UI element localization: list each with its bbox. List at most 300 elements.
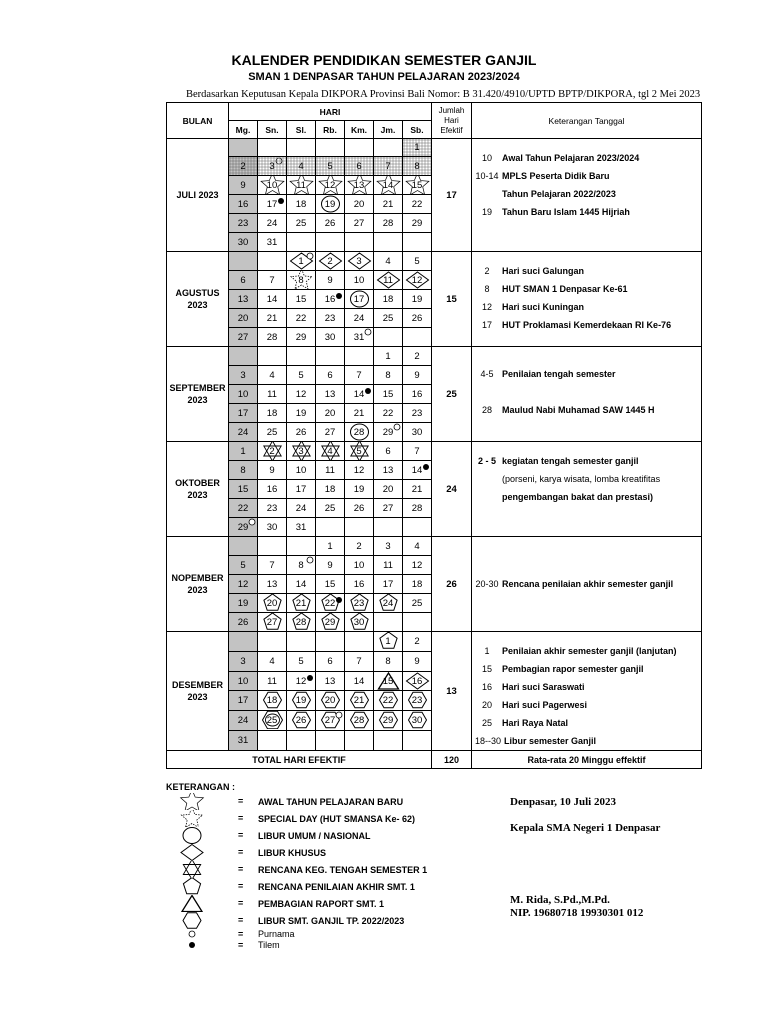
day-cell	[258, 347, 287, 366]
day-number: 2	[327, 255, 333, 267]
day-cell	[345, 651, 374, 671]
decree-basis: Berdasarkan Keputusan Kepala DIKPORA Provinsi Bali Nomor: B 31.420/4910/UPTD BPTP/DIKPORA, tgl 2 Mei 2023	[186, 89, 701, 100]
header-day-6: Sb.	[403, 121, 432, 139]
day-number: 9	[327, 559, 333, 571]
day-number: 7	[269, 274, 275, 286]
day-cell	[258, 691, 287, 711]
note-item	[472, 732, 701, 750]
day-cell	[403, 575, 432, 594]
day-cell	[374, 404, 403, 423]
day-cell	[229, 139, 258, 157]
day-number: 29	[324, 616, 336, 628]
day-cell	[287, 423, 316, 442]
day-cell	[345, 671, 374, 691]
day-cell	[345, 613, 374, 632]
circle-icon	[174, 827, 210, 844]
legend-item	[166, 912, 466, 929]
day-number: 10	[237, 675, 249, 687]
day-cell	[374, 731, 403, 751]
day-number: 15	[411, 179, 423, 191]
day-number: 8	[385, 655, 391, 667]
legend-item	[166, 940, 466, 951]
day-number: 27	[266, 616, 278, 628]
day-cell	[316, 613, 345, 632]
day-cell	[403, 537, 432, 556]
day-number: 26	[324, 217, 336, 229]
day-number: 23	[353, 597, 365, 609]
day-number: 10	[353, 559, 365, 571]
day-cell	[287, 366, 316, 385]
day-number: 29	[295, 331, 307, 343]
note-date: 10-14	[475, 171, 499, 181]
day-cell	[229, 613, 258, 632]
day-cell	[316, 651, 345, 671]
day-cell	[403, 711, 432, 731]
day-number: 29	[382, 715, 394, 727]
day-cell	[374, 139, 403, 157]
day-cell	[374, 575, 403, 594]
day-number: 11	[383, 274, 393, 286]
day-cell	[258, 632, 287, 652]
legend-separator: =	[238, 881, 244, 891]
day-cell	[345, 139, 374, 157]
day-number: 31	[295, 521, 307, 533]
effective-days: 13	[432, 632, 472, 751]
note-date: 25	[481, 718, 492, 728]
day-number: 5	[298, 655, 304, 667]
day-number: 6	[327, 655, 333, 667]
day-number: 7	[385, 160, 391, 172]
month-notes	[472, 347, 702, 442]
note-date: 1	[484, 646, 490, 656]
note-item	[472, 452, 701, 470]
note-text: Penilaian akhir semester ganjil (lanjutan)	[502, 646, 677, 656]
day-cell	[229, 518, 258, 537]
legend-item	[166, 878, 466, 895]
legend-separator: =	[238, 915, 244, 925]
note-item	[472, 365, 701, 383]
day-number: 30	[411, 426, 423, 438]
day-number: 23	[324, 312, 336, 324]
day-number: 27	[382, 502, 394, 514]
header-keterangan: Keterangan Tanggal	[472, 103, 702, 139]
legend-item	[166, 929, 466, 940]
day-cell	[403, 233, 432, 252]
day-cell	[345, 480, 374, 499]
hexagram-icon	[174, 861, 210, 878]
day-cell	[287, 518, 316, 537]
day-cell	[229, 347, 258, 366]
day-cell	[258, 214, 287, 233]
day-cell	[345, 518, 374, 537]
note-item	[472, 149, 701, 167]
day-cell	[345, 328, 374, 347]
day-cell	[287, 442, 316, 461]
day-number: 16	[266, 483, 278, 495]
day-cell	[258, 613, 287, 632]
legend-separator: =	[238, 830, 244, 840]
day-number: 12	[295, 675, 307, 687]
day-cell	[403, 214, 432, 233]
day-cell	[345, 271, 374, 290]
month-notes	[472, 442, 702, 537]
day-number: 21	[266, 312, 278, 324]
day-number: 1	[327, 540, 333, 552]
day-cell	[374, 613, 403, 632]
day-number: 16	[411, 675, 423, 687]
day-cell	[287, 575, 316, 594]
day-cell	[316, 480, 345, 499]
note-text: HUT Proklamasi Kemerdekaan RI Ke-76	[502, 320, 672, 330]
month-notes	[472, 139, 702, 252]
day-number: 1	[414, 142, 420, 153]
day-cell	[287, 461, 316, 480]
day-cell	[258, 518, 287, 537]
legend-text: LIBUR SMT. GANJIL TP. 2022/2023	[258, 916, 405, 926]
day-number: 2	[414, 350, 420, 362]
day-cell	[258, 594, 287, 613]
day-cell	[345, 233, 374, 252]
day-number: 3	[269, 160, 275, 172]
day-number: 22	[382, 407, 394, 419]
day-number: 18	[266, 407, 278, 419]
week-row	[167, 252, 702, 271]
day-number: 18	[295, 198, 307, 210]
day-cell	[287, 328, 316, 347]
note-date: 16	[481, 682, 492, 692]
day-number: 21	[382, 198, 394, 210]
day-cell	[258, 423, 287, 442]
day-number: 12	[237, 578, 249, 590]
day-number: 15	[324, 578, 336, 590]
day-cell	[229, 671, 258, 691]
day-number: 30	[411, 715, 423, 727]
dotted-star-icon	[174, 810, 210, 827]
note-text: Hari suci Galungan	[502, 266, 585, 276]
day-number: 10	[237, 388, 249, 400]
day-number: 19	[295, 407, 307, 419]
day-number: 11	[267, 675, 277, 687]
week-row	[167, 442, 702, 461]
day-cell	[287, 385, 316, 404]
day-cell	[287, 290, 316, 309]
day-number: 6	[327, 369, 333, 381]
day-number: 30	[353, 616, 365, 628]
day-number: 1	[385, 635, 391, 647]
day-cell	[258, 366, 287, 385]
day-cell	[258, 176, 287, 195]
day-cell	[403, 461, 432, 480]
day-number: 30	[237, 236, 249, 248]
day-cell	[287, 480, 316, 499]
day-cell	[316, 461, 345, 480]
day-number: 17	[266, 198, 278, 210]
day-cell	[229, 731, 258, 751]
day-cell	[258, 671, 287, 691]
month-name: NOPEMBER 2023	[167, 537, 229, 632]
effective-days: 15	[432, 252, 472, 347]
day-cell	[258, 537, 287, 556]
day-cell	[258, 651, 287, 671]
legend-text: LIBUR KHUSUS	[258, 848, 327, 858]
day-cell	[374, 691, 403, 711]
note-text: Tahun Pelajaran 2022/2023	[502, 189, 616, 199]
day-cell	[229, 252, 258, 271]
day-cell	[258, 556, 287, 575]
day-number: 27	[353, 217, 365, 229]
day-cell	[287, 214, 316, 233]
day-number: 4	[385, 255, 391, 267]
day-cell	[374, 537, 403, 556]
day-number: 4	[298, 160, 304, 172]
day-cell	[316, 328, 345, 347]
note-item	[472, 298, 701, 316]
day-number: 5	[414, 255, 420, 267]
legend-separator: =	[238, 929, 244, 939]
day-cell	[403, 594, 432, 613]
note-item	[472, 696, 701, 714]
day-number: 11	[383, 559, 393, 571]
day-number: 3	[356, 255, 362, 267]
day-cell	[403, 691, 432, 711]
day-cell	[374, 461, 403, 480]
day-cell	[374, 499, 403, 518]
day-cell	[229, 176, 258, 195]
day-cell	[345, 594, 374, 613]
day-number: 14	[353, 675, 365, 687]
day-number: 10	[353, 274, 365, 286]
week-row	[167, 347, 702, 366]
day-number: 20	[324, 407, 336, 419]
note-text: Penilaian tengah semester	[502, 369, 616, 379]
day-cell	[316, 290, 345, 309]
day-cell	[229, 290, 258, 309]
triangle-icon	[174, 895, 210, 912]
day-cell	[287, 594, 316, 613]
day-cell	[345, 385, 374, 404]
note-item	[472, 316, 701, 334]
day-number: 17	[237, 695, 249, 707]
day-number: 3	[385, 540, 391, 552]
day-number: 21	[411, 483, 423, 495]
day-number: 19	[353, 483, 365, 495]
day-number: 29	[411, 217, 423, 229]
day-cell	[287, 176, 316, 195]
day-number: 22	[411, 198, 423, 210]
day-cell	[316, 385, 345, 404]
day-number: 27	[324, 426, 336, 438]
day-number: 5	[240, 559, 246, 571]
day-cell	[287, 195, 316, 214]
day-number: 15	[295, 293, 307, 305]
day-cell	[345, 176, 374, 195]
day-number: 1	[240, 445, 246, 457]
day-cell	[374, 195, 403, 214]
day-number: 22	[324, 597, 336, 609]
day-number: 20	[237, 312, 249, 324]
day-cell	[316, 731, 345, 751]
day-number: 21	[295, 597, 307, 609]
legend	[166, 793, 466, 951]
day-cell	[287, 671, 316, 691]
day-cell	[316, 214, 345, 233]
day-number: 16	[353, 578, 365, 590]
day-cell	[345, 461, 374, 480]
day-cell	[229, 499, 258, 518]
day-number: 23	[266, 502, 278, 514]
day-number: 27	[324, 715, 336, 727]
day-cell	[374, 309, 403, 328]
day-cell	[345, 214, 374, 233]
calendar-table	[166, 102, 702, 769]
day-number: 26	[295, 715, 307, 727]
day-number: 24	[237, 715, 249, 727]
day-number: 12	[295, 388, 307, 400]
day-number: 22	[237, 502, 249, 514]
day-cell	[258, 290, 287, 309]
week-row	[167, 632, 702, 652]
day-number: 11	[296, 179, 306, 191]
day-number: 25	[382, 312, 394, 324]
note-text: Hari suci Kuningan	[502, 302, 585, 312]
total-label: TOTAL HARI EFEKTIF	[167, 751, 432, 769]
day-cell	[316, 366, 345, 385]
day-cell	[345, 290, 374, 309]
note-text: Pembagian rapor semester ganjil	[502, 664, 644, 674]
day-cell	[403, 347, 432, 366]
day-number: 2	[414, 635, 420, 647]
day-number: 24	[295, 502, 307, 514]
day-cell	[229, 366, 258, 385]
day-number: 15	[382, 675, 394, 687]
day-number: 26	[353, 502, 365, 514]
day-number: 8	[298, 559, 304, 571]
day-cell	[403, 157, 432, 176]
day-number: 20	[266, 597, 278, 609]
legend-text: Purnama	[258, 929, 295, 939]
day-cell	[287, 731, 316, 751]
day-cell	[345, 632, 374, 652]
day-cell	[229, 214, 258, 233]
legend-separator: =	[238, 813, 244, 823]
month-notes	[472, 252, 702, 347]
day-cell	[287, 632, 316, 652]
day-cell	[403, 139, 432, 157]
note-date: 18--30	[474, 736, 501, 746]
day-cell	[316, 252, 345, 271]
legend-text: RENCANA KEG. TENGAH SEMESTER 1	[258, 865, 428, 875]
day-cell	[258, 385, 287, 404]
legend-item	[166, 844, 466, 861]
signature-nip: NIP. 19680718 19930301 012	[510, 907, 644, 919]
header-day-3: Rb.	[316, 121, 345, 139]
month-name: SEPTEMBER 2023	[167, 347, 229, 442]
day-number: 7	[269, 559, 275, 571]
day-cell	[229, 537, 258, 556]
day-number: 28	[266, 331, 278, 343]
legend-text: RENCANA PENILAIAN AKHIR SMT. 1	[258, 882, 415, 892]
legend-text: SPECIAL DAY (HUT SMANSA Ke- 62)	[258, 814, 416, 824]
day-number: 1	[298, 255, 304, 267]
day-cell	[374, 556, 403, 575]
day-number: 18	[411, 578, 423, 590]
day-number: 14	[382, 179, 394, 191]
note-item	[472, 660, 701, 678]
legend-item	[166, 827, 466, 844]
day-cell	[374, 594, 403, 613]
month-name: JULI 2023	[167, 139, 229, 252]
day-cell	[316, 442, 345, 461]
day-cell	[345, 575, 374, 594]
day-number: 28	[382, 217, 394, 229]
day-number: 6	[240, 274, 246, 286]
day-number: 9	[240, 179, 246, 191]
effective-days: 26	[432, 537, 472, 632]
day-number: 5	[298, 369, 304, 381]
day-cell	[287, 233, 316, 252]
day-cell	[229, 480, 258, 499]
day-number: 30	[324, 331, 336, 343]
day-number: 25	[411, 597, 423, 609]
day-cell	[229, 404, 258, 423]
note-date: 20	[481, 700, 492, 710]
day-cell	[316, 309, 345, 328]
day-number: 24	[237, 426, 249, 438]
legend-separator: =	[238, 847, 244, 857]
note-text: Hari suci Saraswati	[502, 682, 585, 692]
note-item	[472, 280, 701, 298]
day-cell	[316, 632, 345, 652]
day-cell	[229, 309, 258, 328]
day-cell	[316, 671, 345, 691]
legend-separator: =	[238, 796, 244, 806]
day-cell	[403, 176, 432, 195]
day-number: 14	[266, 293, 278, 305]
month-notes	[472, 632, 702, 751]
note-item	[472, 678, 701, 696]
legend-item	[166, 895, 466, 912]
day-cell	[403, 423, 432, 442]
day-cell	[316, 711, 345, 731]
day-number: 19	[324, 198, 336, 210]
day-number: 14	[411, 464, 423, 476]
month-name: AGUSTUS 2023	[167, 252, 229, 347]
day-cell	[316, 233, 345, 252]
day-cell	[287, 309, 316, 328]
week-row	[167, 139, 702, 157]
day-number: 13	[266, 578, 278, 590]
day-cell	[403, 632, 432, 652]
day-number: 9	[327, 274, 333, 286]
note-item	[472, 488, 701, 506]
day-cell	[374, 385, 403, 404]
day-cell	[287, 252, 316, 271]
note-item	[472, 575, 701, 593]
day-number: 22	[382, 695, 394, 707]
day-cell	[374, 651, 403, 671]
day-cell	[287, 613, 316, 632]
day-cell	[403, 556, 432, 575]
day-number: 25	[295, 217, 307, 229]
day-cell	[316, 347, 345, 366]
note-item	[472, 642, 701, 660]
day-cell	[316, 594, 345, 613]
day-cell	[316, 404, 345, 423]
day-number: 30	[266, 521, 278, 533]
legend-text: Tilem	[258, 940, 280, 950]
day-cell	[258, 252, 287, 271]
day-cell	[345, 404, 374, 423]
